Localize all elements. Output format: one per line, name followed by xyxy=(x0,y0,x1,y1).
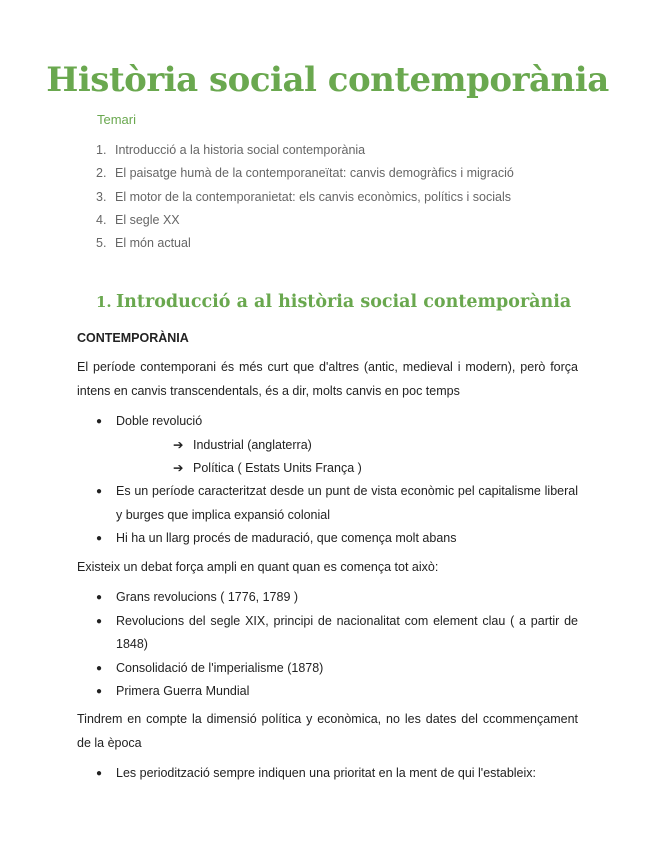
toc-item-text: El paisatge humà de la contemporaneïtat: canvis demogràfics i migració xyxy=(115,166,514,181)
bullet-item xyxy=(96,480,578,527)
toc-item-number: 3. xyxy=(96,189,107,204)
bullet-list-doble xyxy=(96,410,578,434)
arrow-item-text: Industrial (anglaterra) xyxy=(193,438,312,452)
toc-item-text: El segle XX xyxy=(115,212,180,227)
paragraph-dimension: Tindrem en compte la dimensió política y econòmica, no les dates del ccommençament de la època xyxy=(77,712,578,750)
toc-item-number: 1. xyxy=(96,143,107,157)
document-title: Història social contemporània xyxy=(46,60,609,100)
paragraph-intro: El període contemporani és més curt que d'altres (antic, medieval i modern), però força intens en canvis transcendentals, és a dir, molts canvis en poc temps xyxy=(77,360,578,398)
bullet-item xyxy=(96,680,578,704)
toc-item-number: 2. xyxy=(96,166,107,181)
section-heading xyxy=(96,292,571,312)
toc-item xyxy=(96,141,514,164)
bullet-text: Doble revolució xyxy=(116,414,203,428)
arrow-list xyxy=(173,434,362,480)
bullet-dot-icon: ● xyxy=(96,416,103,427)
bullet-text: Primera Guerra Mundial xyxy=(116,684,250,698)
bullet-text: Les periodització sempre indiquen una prioritat en la ment de qui l'estableix: xyxy=(116,766,536,780)
bullet-dot-icon: ● xyxy=(96,686,103,697)
toc-item-text: El món actual xyxy=(115,236,191,251)
toc-item-text: El motor de la contemporanietat: els canvis econòmics, polítics i socials xyxy=(115,189,512,204)
toc-item-number: 5. xyxy=(96,236,107,251)
bullet-item xyxy=(96,610,578,657)
sub-heading: CONTEMPORÀNIA xyxy=(77,331,189,345)
bullet-dot-icon: ● xyxy=(96,533,103,544)
arrow-right-icon: ➔ xyxy=(173,438,184,452)
section-number: 1. xyxy=(96,293,112,311)
toc-item xyxy=(96,188,514,211)
toc-heading: Temari xyxy=(97,112,137,127)
bullet-dot-icon: ● xyxy=(96,662,103,674)
arrow-item xyxy=(173,457,362,480)
bullet-item xyxy=(96,410,578,434)
toc-item xyxy=(96,211,514,234)
bullet-item xyxy=(96,527,578,551)
bullet-item xyxy=(96,586,578,610)
toc-list xyxy=(96,141,514,257)
bullet-list-a xyxy=(96,480,578,551)
toc-item-number: 4. xyxy=(96,212,107,227)
toc-item xyxy=(96,164,514,187)
arrow-item xyxy=(173,434,362,457)
bullet-dot-icon: ● xyxy=(96,768,103,779)
bullet-dot-icon: ● xyxy=(96,486,103,497)
bullet-text: Consolidació de l'imperialisme (1878) xyxy=(116,660,324,675)
toc-item xyxy=(96,234,514,257)
paragraph-debate: Existeix un debat força ampli en quant quan es comença tot això: xyxy=(77,560,439,574)
bullet-text: Es un període caracteritzat desde un punt de vista econòmic pel capitalisme liberal y burges que implica expansió colonial xyxy=(116,484,578,522)
bullet-text: Grans revolucions ( 1776, 1789 ) xyxy=(116,590,299,604)
arrow-right-icon: ➔ xyxy=(173,461,184,475)
bullet-list-b xyxy=(96,586,578,704)
bullet-dot-icon: ● xyxy=(96,592,103,603)
bullet-text: Hi ha un llarg procés de maduració, que comença molt abans xyxy=(116,531,457,545)
bullet-list-c xyxy=(96,762,578,786)
bullet-item xyxy=(96,657,578,681)
arrow-item-text: Política ( Estats Units França ) xyxy=(193,461,362,475)
section-title-text: Introducció a al història social contemporània xyxy=(116,292,572,312)
bullet-text: Revolucions del segle XIX, principi de nacionalitat com element clau ( a partir de 1848) xyxy=(116,613,578,651)
toc-item-text: Introducció a la historia social contemporània xyxy=(115,143,366,157)
bullet-item xyxy=(96,762,578,786)
bullet-dot-icon: ● xyxy=(96,615,103,627)
